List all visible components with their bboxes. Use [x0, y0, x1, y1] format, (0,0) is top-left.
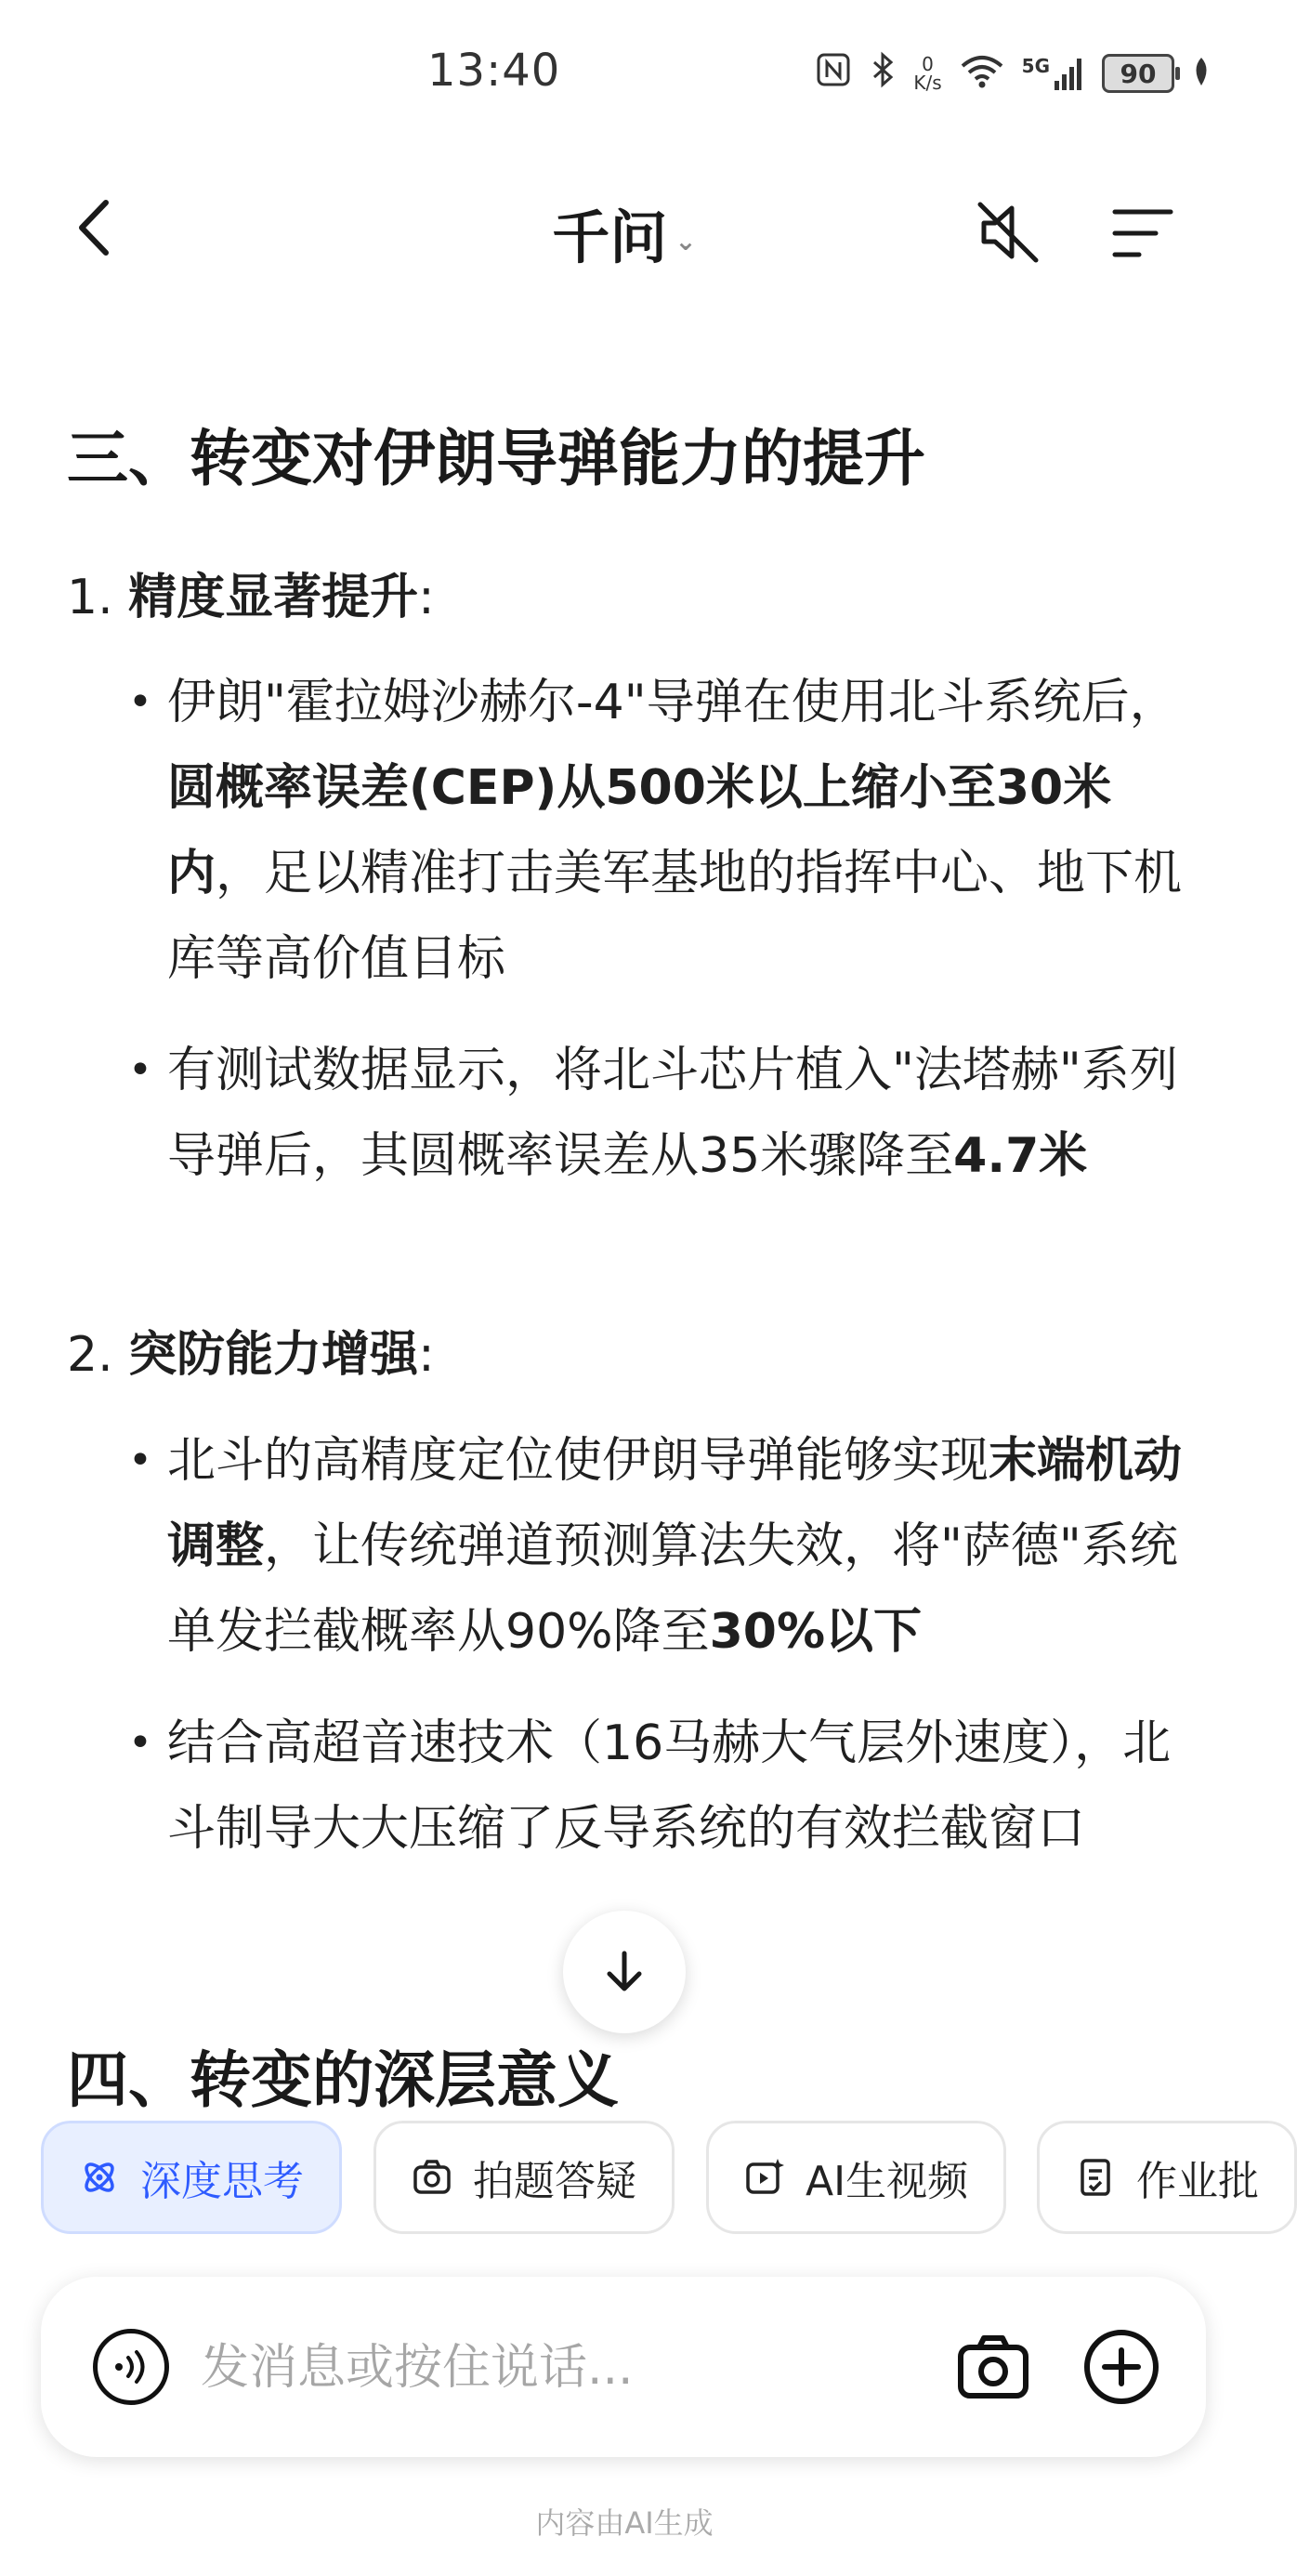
bullet-item [167, 660, 1189, 1002]
list-item-title: 精度显著提升 [128, 570, 419, 625]
bullet-text: ，足以精准打击美军基地的指挥中心、地下机库等高价值目标 [167, 846, 1183, 987]
battery-level: 90 [1120, 58, 1157, 89]
status-bar [0, 0, 1249, 149]
chip-homework[interactable] [1037, 2121, 1297, 2234]
bullet-text: 北斗的高精度定位使伊朗导弹能够实现 [167, 1433, 989, 1489]
bluetooth-icon [869, 51, 897, 97]
homework-icon [1075, 2157, 1116, 2198]
chip-deep-think[interactable] [41, 2121, 342, 2234]
atom-icon [79, 2157, 120, 2198]
camera-button[interactable] [951, 2325, 1035, 2409]
arrow-down-icon [598, 1946, 650, 1998]
feature-chips [0, 2121, 1259, 2238]
model-selector[interactable] [0, 191, 1249, 274]
voice-button[interactable] [93, 2329, 169, 2405]
status-icons [815, 50, 1212, 97]
mute-button[interactable] [971, 195, 1045, 269]
list-item-2-heading [67, 1315, 435, 1385]
add-button[interactable] [1080, 2325, 1163, 2409]
voice-wave-icon [108, 2348, 154, 2385]
menu-button[interactable] [1106, 201, 1180, 266]
bullet-item [167, 1028, 1189, 1199]
chip-label: 深度思考 [140, 2158, 304, 2205]
bullet-text: 有测试数据显示，将北斗芯片植入"法塔赫"系列导弹后，其圆概率误差从35米骤降至 [167, 1043, 1178, 1184]
bullet-emphasis: 圆概率误差(CEP)从500米以上缩小至30米内 [167, 760, 1112, 901]
list-item-colon: : [418, 1327, 435, 1383]
chip-label: 作业批 [1136, 2158, 1259, 2205]
chip-photo-question[interactable] [373, 2121, 675, 2234]
net-speed-unit: K/s [913, 72, 942, 94]
battery-indicator [1102, 54, 1174, 93]
chip-label: AI生视频 [806, 2158, 969, 2205]
bullet-text: ，让传统弹道预测算法失效，将"萨德"系统单发拦截概率从90%降至 [167, 1518, 1178, 1660]
chevron-down-icon: ⌄ [675, 226, 697, 257]
video-sparkle-icon [744, 2157, 785, 2198]
menu-icon [1106, 201, 1180, 266]
nav-bar [0, 158, 1249, 297]
list-number: 2. [67, 1327, 113, 1383]
bullet-item [167, 1701, 1189, 1872]
bullet-item [167, 1418, 1189, 1675]
chip-ai-video[interactable] [706, 2121, 1006, 2234]
bullet-text: 结合高超音速技术（16马赫大气层外速度），北斗制导大大压缩了反导系统的有效拦截窗口 [167, 1715, 1172, 1857]
next-section-heading: 四、转变的深层意义 [67, 2044, 619, 2116]
net-speed [913, 55, 941, 92]
bullet-text: 伊朗"霍拉姆沙赫尔-4"导弹在使用北斗系统后， [167, 675, 1178, 730]
network-type: 5G [1021, 55, 1050, 77]
nfc-icon [815, 51, 852, 97]
message-input[interactable] [201, 2331, 925, 2405]
ai-disclaimer: 内容由AI生成 [535, 2505, 714, 2541]
wifi-icon [959, 53, 1005, 94]
camera-scan-icon [412, 2157, 452, 2198]
scroll-down-button[interactable] [563, 1911, 686, 2033]
chat-content [0, 372, 1249, 2116]
list-item-1-heading [67, 558, 435, 627]
bullet-emphasis: 4.7米 [953, 1128, 1088, 1184]
bullet-emphasis: 末端机动调整 [167, 1433, 1183, 1574]
section-heading: 三、转变对伊朗导弹能力的提升 [67, 423, 925, 494]
list-item-colon: : [418, 570, 435, 625]
page-title: 千问 [552, 204, 668, 271]
speaker-mute-icon [971, 195, 1045, 269]
bullet-emphasis: 30%以下 [709, 1604, 923, 1660]
leaf-icon [1191, 56, 1212, 91]
plus-circle-icon [1080, 2325, 1163, 2409]
list-number: 1. [67, 570, 113, 625]
chip-label: 拍题答疑 [473, 2158, 636, 2205]
net-speed-value: 0 [922, 53, 934, 75]
list-item-title: 突防能力增强 [128, 1327, 419, 1383]
message-composer [41, 2277, 1206, 2457]
camera-icon [951, 2325, 1035, 2409]
status-time: 13:40 [427, 45, 561, 97]
signal-icon [1022, 55, 1085, 92]
